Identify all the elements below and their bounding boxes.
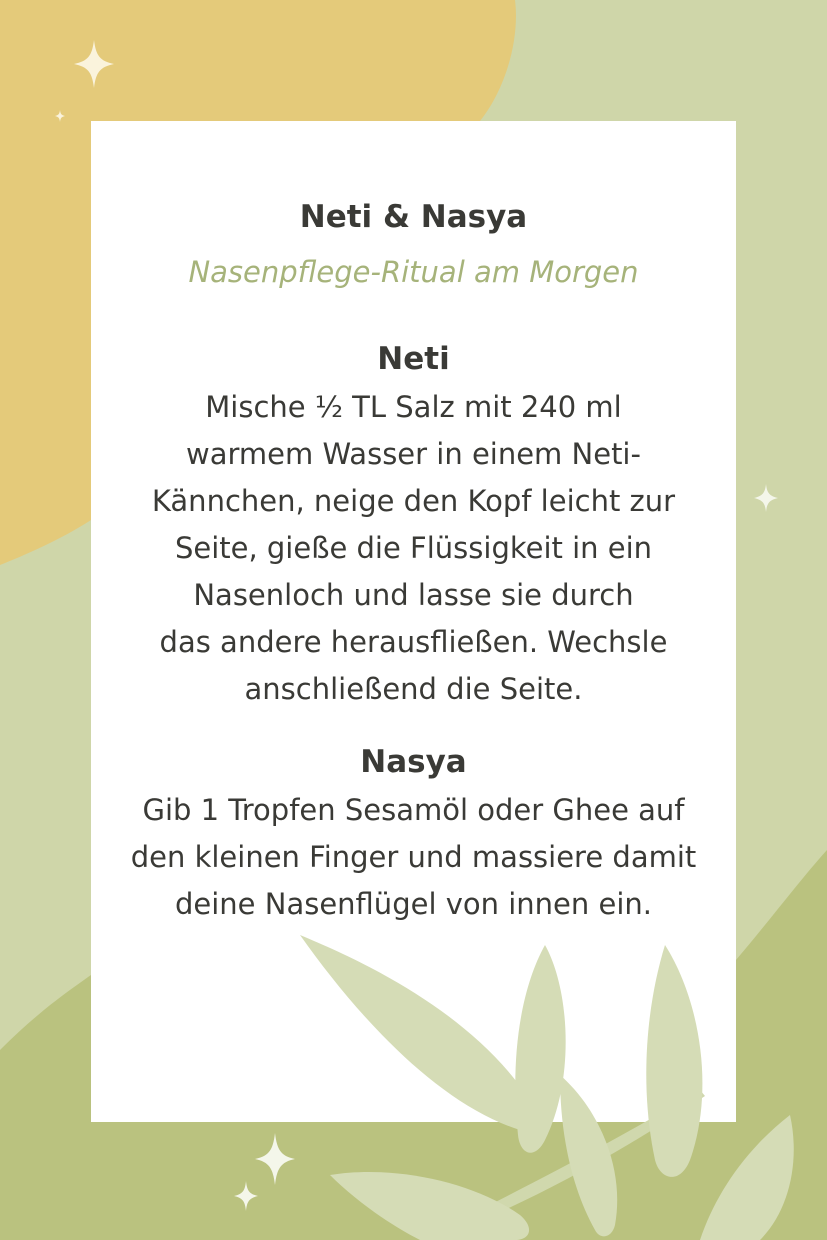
- section-heading-nasya: Nasya: [360, 744, 467, 780]
- card-title: Neti & Nasya: [299, 199, 528, 235]
- body-line: warmem Wasser in einem Neti-: [186, 437, 641, 471]
- sparkle-icon: [754, 484, 778, 512]
- sparkle-icon: [74, 40, 114, 88]
- sparkle-icon: [55, 110, 65, 122]
- body-line: anschließend die Seite.: [244, 672, 583, 706]
- body-line: Gib 1 Tropfen Sesamöl oder Ghee auf: [142, 793, 685, 827]
- section-body-nasya: [91, 787, 736, 928]
- body-line: Nasenloch und lasse sie durch: [193, 578, 634, 612]
- sparkle-icon: [255, 1133, 295, 1185]
- card-subtitle: Nasenpflege-Ritual am Morgen: [188, 255, 639, 289]
- body-line: den kleinen Finger und massiere damit: [130, 840, 697, 874]
- section-body-neti: [91, 384, 736, 713]
- body-line: deine Nasenflügel von innen ein.: [175, 887, 652, 921]
- body-line: Kännchen, neige den Kopf leicht zur: [151, 484, 676, 518]
- ritual-card: [91, 121, 736, 1122]
- sparkle-icon: [234, 1181, 258, 1211]
- body-line: Mische ½ TL Salz mit 240 ml: [205, 390, 622, 424]
- body-line: das andere herausfließen. Wechsle: [159, 625, 668, 659]
- body-line: Seite, gieße die Flüssigkeit in ein: [174, 531, 653, 565]
- section-heading-neti: Neti: [377, 341, 450, 377]
